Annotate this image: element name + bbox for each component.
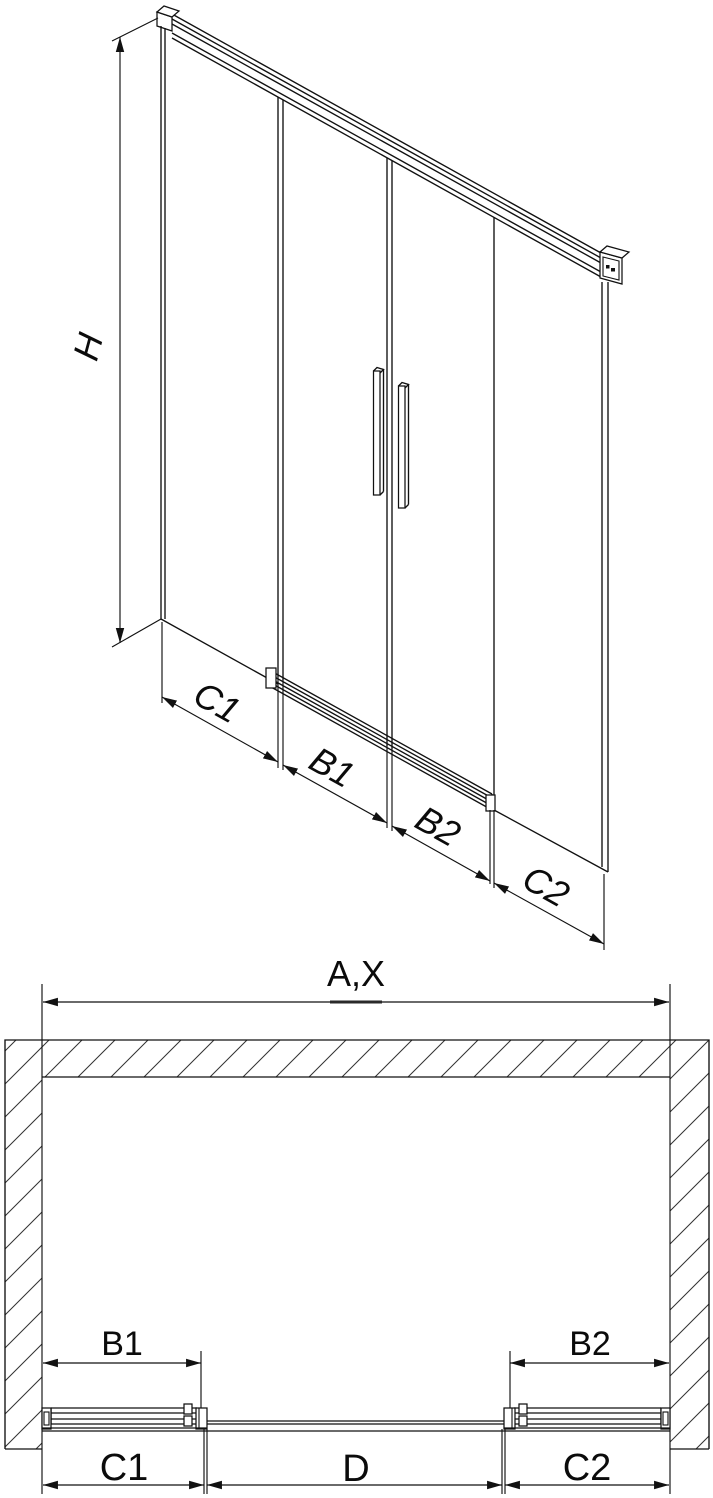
plan-dim-d: [207, 1448, 502, 1490]
iso-rail-endcap-right: [600, 246, 629, 284]
iso-dim-c2: [494, 857, 604, 944]
iso-dim-height: [65, 37, 120, 643]
plan-track-left: [42, 1404, 207, 1429]
iso-glass-panel-edges: [161, 26, 608, 872]
iso-dim-label-b1: B1: [302, 738, 362, 796]
iso-dim-label-c2: C2: [516, 856, 577, 916]
iso-dim-label-c1: C1: [187, 672, 248, 732]
plan-wall-bracket-right: [661, 1408, 670, 1429]
plan-view: [5, 953, 709, 1494]
iso-dim-b1: [283, 738, 387, 823]
plan-dim-c2: [505, 1447, 669, 1489]
iso-rail-endcap-left: [157, 6, 179, 31]
plan-dim-c1: [43, 1447, 204, 1489]
plan-roller-right-lower: [519, 1416, 527, 1426]
plan-dim-label-c1: C1: [99, 1447, 149, 1489]
plan-dim-label-b1: B1: [101, 1325, 143, 1363]
plan-wall-hatch: [5, 1040, 709, 1449]
plan-opening-lines: [42, 1421, 670, 1431]
plan-roller-right-upper: [519, 1404, 527, 1414]
iso-bottom-rail-bracket-left: [266, 668, 276, 688]
plan-end-bracket-left: [196, 1408, 207, 1429]
iso-dim-c1: [162, 673, 278, 762]
plan-dim-b2: [510, 1325, 669, 1408]
isometric-view: [65, 6, 629, 950]
plan-roller-left-upper: [184, 1404, 192, 1414]
iso-dim-b2: [392, 797, 490, 881]
iso-door-handle-right: [399, 383, 409, 509]
plan-wall-bracket-left: [42, 1408, 51, 1429]
iso-bottom-rail-bracket-right: [486, 795, 495, 811]
plan-end-bracket-right: [504, 1408, 515, 1429]
iso-door-handle-left: [374, 368, 384, 496]
iso-dim-label-h: H: [64, 328, 112, 365]
plan-walls: [5, 1040, 709, 1449]
plan-dim-label-c2: C2: [562, 1447, 612, 1489]
plan-roller-left-lower: [184, 1416, 192, 1426]
plan-track-right: [504, 1404, 670, 1429]
iso-bottom-rail: [266, 668, 495, 811]
iso-extension-lines: [112, 18, 604, 950]
plan-dim-b1: [43, 1325, 201, 1408]
plan-dim-label-d: D: [342, 1448, 370, 1490]
iso-dim-label-b2: B2: [408, 797, 468, 855]
plan-dim-label-ax: A,X: [326, 953, 386, 994]
plan-dim-label-b2: B2: [569, 1325, 611, 1363]
